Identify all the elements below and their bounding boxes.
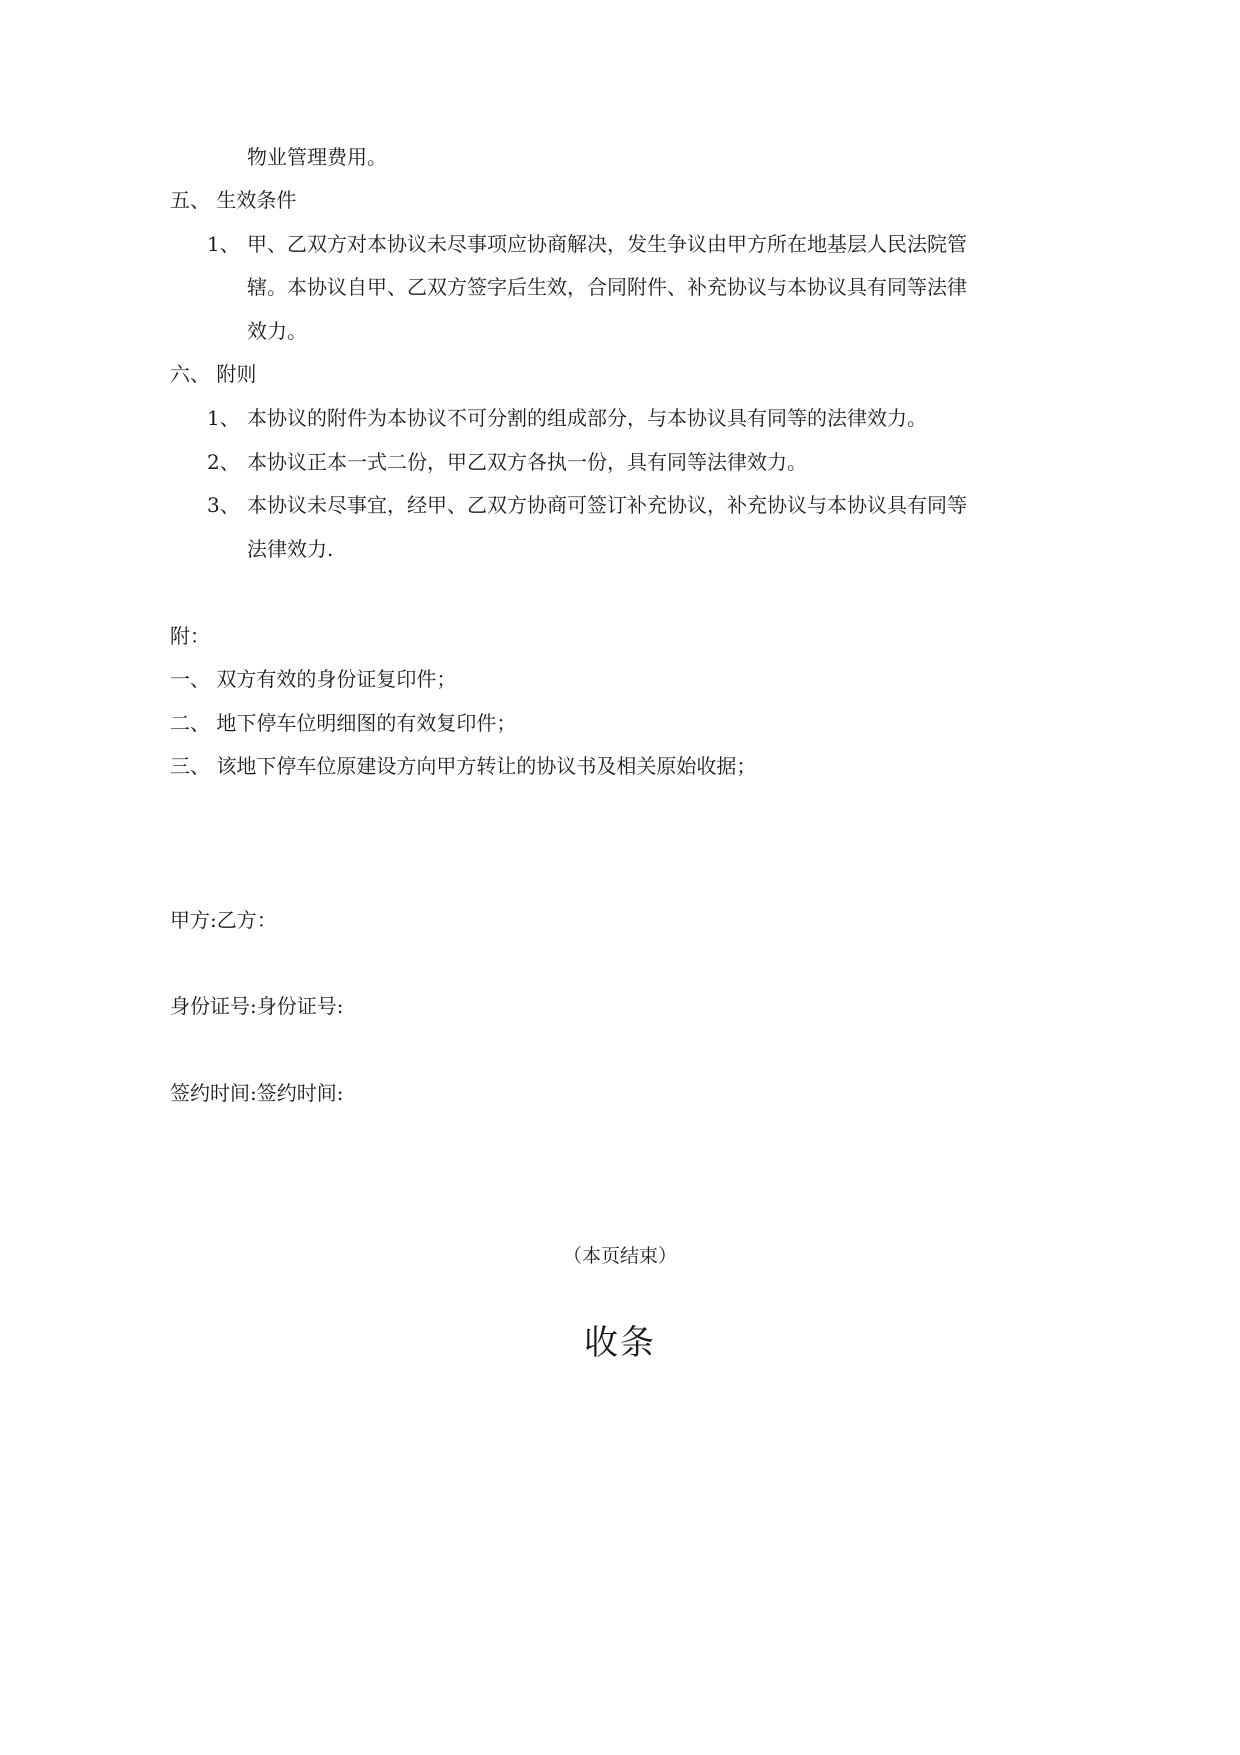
section-6-item-3-line-2: 法律效力. xyxy=(247,537,334,561)
receipt-title: 收条 xyxy=(584,1323,656,1363)
section-6-item-2-number: 2、 xyxy=(207,450,240,474)
section-5-item-1-number: 1、 xyxy=(207,232,240,256)
attachment-item-3: 三、 该地下停车位原建设方向甲方转让的协议书及相关原始收据； xyxy=(170,754,757,778)
section-6-item-2-line-1: 本协议正本一式二份，甲乙双方各执一份，具有同等法律效力。 xyxy=(247,450,807,474)
attachment-item-1: 一、 双方有效的身份证复印件； xyxy=(170,667,457,691)
section-6-item-1-number: 1、 xyxy=(207,406,240,430)
section-5-heading: 五、 生效条件 xyxy=(170,188,297,212)
continuation-line: 物业管理费用。 xyxy=(247,145,387,169)
attachments-heading: 附： xyxy=(170,624,210,648)
attachment-item-2: 二、 地下停车位明细图的有效复印件； xyxy=(170,711,517,735)
signature-id-numbers: 身份证号:身份证号: xyxy=(170,994,344,1018)
signature-sign-dates: 签约时间:签约时间: xyxy=(170,1081,344,1105)
page-end-marker: （本页结束） xyxy=(562,1245,677,1267)
section-5-item-1-line-3: 效力。 xyxy=(247,319,307,343)
section-5-item-1-line-2: 辖。本协议自甲、乙双方签字后生效，合同附件、补充协议与本协议具有同等法律 xyxy=(247,275,967,299)
section-5-item-1-line-1: 甲、乙双方对本协议未尽事项应协商解决，发生争议由甲方所在地基层人民法院管 xyxy=(247,232,967,256)
section-6-item-1-line-1: 本协议的附件为本协议不可分割的组成部分，与本协议具有同等的法律效力。 xyxy=(247,406,927,430)
signature-parties: 甲方:乙方： xyxy=(170,908,277,932)
section-6-heading: 六、 附则 xyxy=(170,362,257,386)
section-6-item-3-line-1: 本协议未尽事宜，经甲、乙双方协商可签订补充协议，补充协议与本协议具有同等 xyxy=(247,493,967,517)
section-6-item-3-number: 3、 xyxy=(207,493,240,517)
